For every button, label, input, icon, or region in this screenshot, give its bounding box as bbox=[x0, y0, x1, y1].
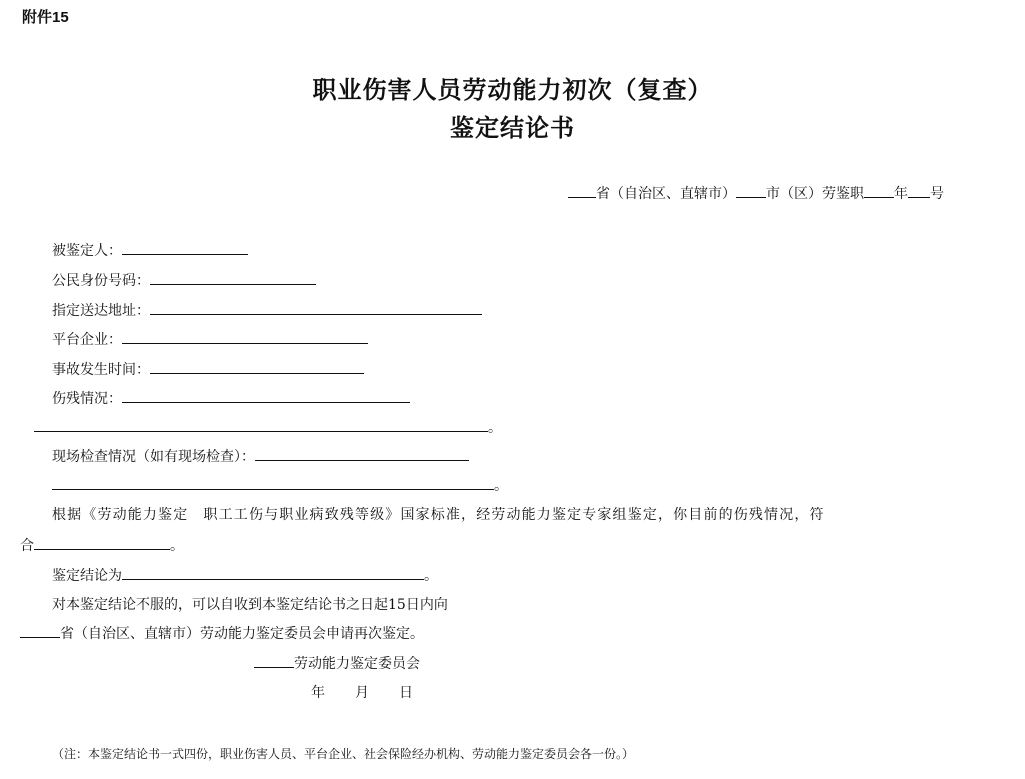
appraisee-row bbox=[52, 240, 248, 260]
province-blank[interactable] bbox=[568, 184, 596, 198]
injury-end-mark: 。 bbox=[488, 420, 502, 436]
appeal-text: 省（自治区、直辖市）劳动能力鉴定委员会申请再次鉴定。 bbox=[60, 626, 424, 642]
site-check-field[interactable] bbox=[255, 447, 469, 461]
site-check-field-continued[interactable] bbox=[52, 476, 494, 490]
site-check-label: 现场检查情况（如有现场检查）： bbox=[52, 449, 255, 465]
id-number-field[interactable] bbox=[150, 271, 316, 285]
conclusion-row bbox=[52, 565, 438, 585]
injury-continued-row bbox=[34, 417, 502, 437]
document-number-line bbox=[568, 183, 944, 203]
basis-end-mark: 。 bbox=[170, 538, 184, 554]
platform-row bbox=[52, 329, 368, 349]
address-row bbox=[52, 300, 482, 320]
basis-prefix: 合 bbox=[20, 538, 34, 554]
injury-row bbox=[52, 388, 410, 408]
attachment-label: 附件15 bbox=[22, 9, 69, 26]
site-check-end-mark: 。 bbox=[494, 478, 508, 494]
basis-paragraph-line2 bbox=[20, 535, 184, 555]
document-title: 职业伤害人员劳动能力初次（复查） bbox=[312, 75, 713, 104]
site-check-row bbox=[52, 446, 469, 466]
accident-time-field[interactable] bbox=[150, 360, 364, 374]
number-blank[interactable] bbox=[908, 184, 930, 198]
appraisee-label: 被鉴定人： bbox=[52, 243, 122, 259]
address-label: 指定送达地址： bbox=[52, 303, 150, 319]
date-month: 月 bbox=[355, 685, 369, 701]
conclusion-end-mark: 。 bbox=[424, 568, 438, 584]
year-blank[interactable] bbox=[864, 184, 894, 198]
city-blank[interactable] bbox=[736, 184, 766, 198]
id-number-row bbox=[52, 270, 316, 290]
date-year: 年 bbox=[311, 685, 325, 701]
city-label: 市（区）劳鉴职 bbox=[766, 186, 864, 202]
platform-field[interactable] bbox=[122, 330, 368, 344]
year-label: 年 bbox=[894, 186, 908, 202]
appeal-province-blank[interactable] bbox=[20, 624, 60, 638]
conclusion-field[interactable] bbox=[122, 566, 424, 580]
injury-field[interactable] bbox=[122, 389, 410, 403]
committee-signature bbox=[254, 653, 420, 673]
committee-name-blank[interactable] bbox=[254, 654, 294, 668]
footer-note: （注：本鉴定结论书一式四份，职业伤害人员、平台企业、社会保险经办机构、劳动能力鉴定委员会各一份。） bbox=[52, 747, 635, 761]
appeal-line2 bbox=[20, 623, 424, 643]
injury-label: 伤残情况： bbox=[52, 391, 122, 407]
document-subtitle: 鉴定结论书 bbox=[450, 113, 575, 142]
appeal-line1: 对本鉴定结论不服的，可以自收到本鉴定结论书之日起15日内向 bbox=[52, 597, 448, 613]
address-field[interactable] bbox=[150, 301, 482, 315]
site-check-continued-row bbox=[52, 475, 508, 495]
platform-label: 平台企业： bbox=[52, 332, 122, 348]
standard-grade-field[interactable] bbox=[34, 536, 170, 550]
injury-field-continued[interactable] bbox=[34, 418, 488, 432]
basis-paragraph-line1: 根据《劳动能力鉴定 职工工伤与职业病致残等级》国家标准，经劳动能力鉴定专家组鉴定，你目前的伤残情况，符 bbox=[52, 507, 825, 523]
accident-time-row bbox=[52, 359, 364, 379]
date-day: 日 bbox=[399, 685, 413, 701]
accident-time-label: 事故发生时间： bbox=[52, 362, 150, 378]
appraisee-field[interactable] bbox=[122, 241, 248, 255]
number-label: 号 bbox=[930, 186, 944, 202]
id-number-label: 公民身份号码： bbox=[52, 273, 150, 289]
province-label: 省（自治区、直辖市） bbox=[596, 186, 736, 202]
conclusion-label: 鉴定结论为 bbox=[52, 568, 122, 584]
signature-date bbox=[311, 682, 413, 702]
committee-label: 劳动能力鉴定委员会 bbox=[294, 656, 420, 672]
